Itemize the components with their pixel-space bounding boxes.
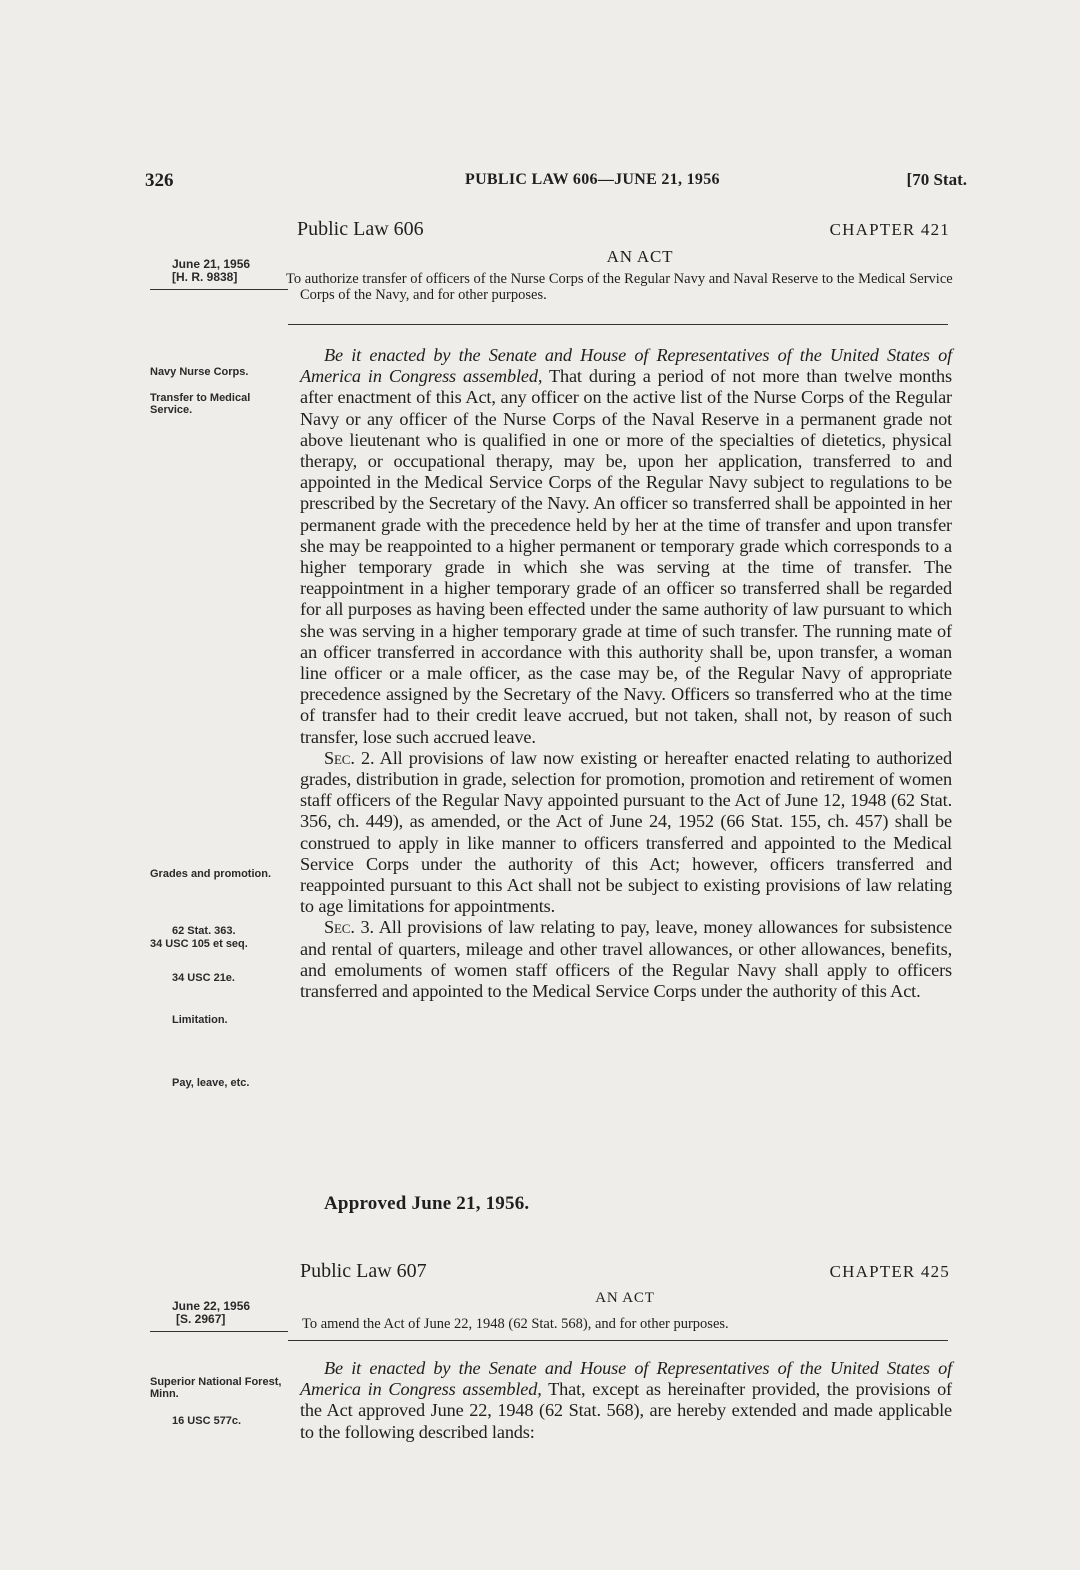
purpose-rule-607 (288, 1340, 948, 1341)
law-606-body (300, 345, 952, 1002)
public-law-606-label: Public Law 606 (297, 218, 424, 240)
law-607-date: June 22, 1956 (172, 1299, 251, 1313)
approved-606: Approved June 21, 1956. (324, 1193, 530, 1214)
law-606-bill-number: [H. R. 9838] (172, 270, 238, 284)
margin-navy-nurse-corps: Navy Nurse Corps. (150, 366, 249, 378)
enacting-clause-606: Be it enacted by the Senate and House of Representatives of the United States of America in Congress assembled, (300, 345, 952, 387)
margin-grades-promotion: Grades and promotion. (150, 868, 272, 880)
margin-62-stat: 62 Stat. 363. (172, 925, 236, 937)
section-2-label: Sec. 2. (324, 747, 375, 768)
law-606-date: June 21, 1956 (172, 257, 251, 271)
section-1-text: That during a period of not more than twelve months after enactment of this Act, any officer on the active list of the Nurse Corps of the Regular Navy or any officer of the Nurse Corps of the Naval Reserve in a permanent grade not above lieutenant who is qualified in one or more of the specialties of dietetics, physical therapy, or occupational therapy, may be, upon her application, transferred to and appointed in the Medical Service Corps of the Regular Navy subject to regulations to be prescribed by the Secretary of the Navy. An officer so transferred shall be appointed in her permanent grade with the precedence held by her at the time of transfer and upon transfer she may be reappointed to a higher permanent or temporary grade which corresponds to a higher temporary grade in which she was serving at the time of transfer. The reappointment in a higher temporary grade of an officer so transferred shall be regarded for all purposes as having been effected under the same authority of law pursuant to which she was serving in a higher temporary grade at time of such transfer. The running mate of an officer transferred in accordance with this authority shall be, upon transfer, a woman line officer or a male officer, as the case may be, of the Regular Navy of appropriate precedence assigned by the Secretary of the Navy. Officers so transferred who at the time of transfer had to their credit leave accrued, but not taken, shall not, by reason of such transfer, lose such accrued leave. (300, 366, 952, 747)
act-heading-606: AN ACT (606, 247, 674, 266)
section-3-paragraph (300, 917, 952, 1002)
section-3-label: Sec. 3. (324, 917, 374, 938)
law-606-purpose: To authorize transfer of officers of the Nurse Corps of the Regular Navy and Naval Reserve to the Medical Service Corps of the Navy, and for other purposes. (286, 271, 953, 303)
date-rule-607 (150, 1331, 288, 1332)
margin-pay-leave: Pay, leave, etc. (172, 1077, 250, 1089)
law-607-section-1-text: That, except as hereinafter provided, the provisions of the Act approved June 22, 1948 (62 Stat. 568), are hereby extended and made applicable to the following described lands: (300, 1379, 952, 1442)
law-607-section-1 (300, 1358, 952, 1443)
date-rule-606 (150, 289, 288, 290)
margin-limitation: Limitation. (172, 1014, 228, 1026)
margin-34-usc-21e: 34 USC 21e. (172, 972, 235, 984)
chapter-425-label: CHAPTER 425 (829, 1262, 950, 1281)
law-607-body (300, 1358, 952, 1443)
stat-reference: [70 Stat. (906, 170, 967, 189)
enacting-clause-607: Be it enacted by the Senate and House of Representatives of the United States of America in Congress assembled, (300, 1358, 952, 1400)
margin-transfer: Transfer to Medical Service. (150, 392, 251, 416)
law-607-bill-number: [S. 2967] (176, 1312, 226, 1326)
margin-16-usc: 16 USC 577c. (172, 1415, 242, 1427)
section-3-text: All provisions of law relating to pay, leave, money allowances for subsistence and rental of quarters, mileage and other travel allowances, or other allowances, benefits, and emoluments of women staff officers of the Regular Navy shall apply to officers transferred and appointed to the Medical Service Corps under the authority of this Act. (300, 917, 952, 1002)
running-title: PUBLIC LAW 606—JUNE 21, 1956 (465, 171, 720, 188)
purpose-rule-606 (288, 324, 948, 325)
law-607-purpose: To amend the Act of June 22, 1948 (62 Stat. 568), and for other purposes. (302, 1316, 729, 1332)
section-1-paragraph (300, 345, 952, 748)
margin-34-usc-105: 34 USC 105 et seq. (150, 938, 248, 950)
section-2-text: All provisions of law now existing or hereafter enacted relating to authorized grades, distribution in grade, selection for promotion, promotion and retirement of women staff officers of the Regular Navy appointed pursuant to the Act of June 12, 1948 (62 Stat. 356, ch. 449), as amended, or the Act of June 24, 1952 (66 Stat. 155, ch. 457) shall be construed to apply in like manner to officers transferred and appointed to the Medical Service Corps under the authority of this Act; however, officers transferred and reappointed pursuant to this Act shall not be subject to existing provisions of law relating to age limitations for appointments. (300, 747, 952, 917)
page-number: 326 (145, 170, 174, 191)
chapter-421-label: CHAPTER 421 (829, 220, 950, 239)
section-2-paragraph (300, 748, 952, 918)
act-heading-607: AN ACT (595, 1290, 655, 1306)
margin-superior-forest: Superior National Forest, Minn. (150, 1376, 282, 1400)
running-header (145, 170, 967, 200)
public-law-607-label: Public Law 607 (300, 1260, 427, 1282)
